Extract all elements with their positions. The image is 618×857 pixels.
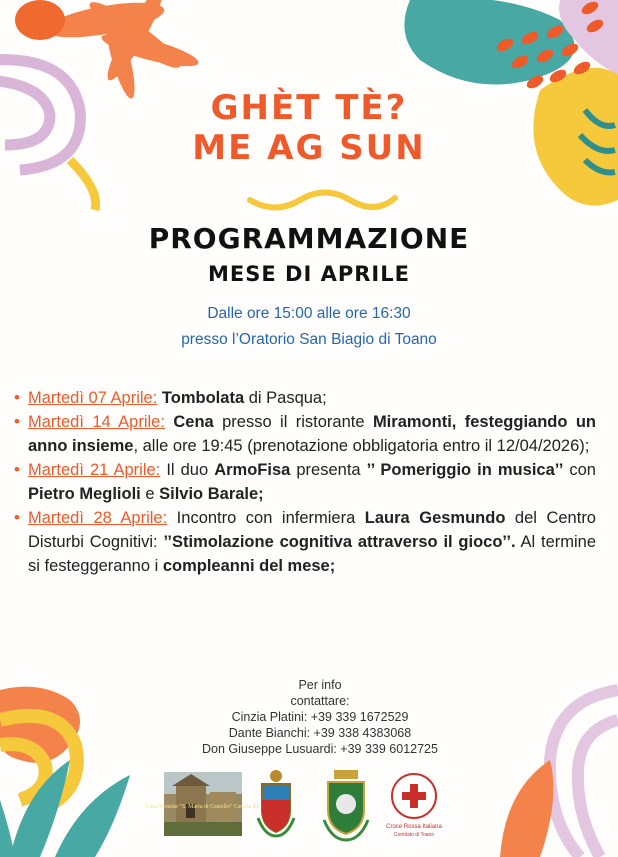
events-list — [14, 386, 596, 578]
event-text: presso il ristorante — [213, 413, 373, 431]
event-highlight: ArmoFisa — [214, 461, 291, 479]
contact-heading: Per info — [298, 678, 342, 692]
headline-line-2: ME AG SUN — [192, 128, 426, 168]
event-text: , alle ore 19:45 (prenotazione obbligatoria entro il 12/04/2026); — [133, 437, 590, 455]
photo-caption: Casa Protetta “S. Maria di Castello” Cavola RE — [145, 804, 261, 810]
event-text: di Pasqua; — [244, 389, 327, 407]
event-highlight: Pietro Meglioli — [28, 485, 141, 503]
event-highlight: festeggiando un anno insieme — [28, 413, 596, 455]
contact-person: Don Giuseppe Lusuardi: +39 339 6012725 — [202, 742, 438, 756]
program-title: PROGRAMMAZIONE — [148, 222, 470, 255]
casa-protetta-photo — [146, 772, 261, 836]
event-highlight: ’’ Pomeriggio in musica’’ — [366, 461, 564, 479]
event-highlight: Laura Gesmundo — [364, 509, 506, 527]
teal-leaf-shape — [404, 0, 574, 85]
schedule-time: Dalle ore 15:00 alle ore 16:30 — [207, 305, 411, 322]
event-date: Martedì 21 Aprile: — [28, 461, 161, 479]
headline-line-1: GHÈT TÈ? — [210, 88, 408, 128]
schedule-place: presso l’Oratorio San Biagio di Toano — [181, 331, 437, 348]
program-subtitle: MESE DI APRILE — [208, 262, 410, 286]
event-date: Martedì 28 Aprile: — [28, 509, 168, 527]
red-cross-name: Croce Rossa Italiana — [386, 824, 442, 830]
contact-person: Dante Bianchi: +39 338 4383068 — [228, 726, 412, 740]
contact-subheading: contattare: — [290, 694, 350, 708]
event-text — [456, 413, 464, 431]
bullet-icon: • — [14, 509, 20, 527]
red-cross-subname: Comitato di Toano — [393, 832, 435, 838]
event-highlight: compleanni del mese; — [162, 557, 336, 575]
orange-starburst-shape — [15, 0, 201, 101]
logos-row — [0, 770, 618, 857]
event-text: Il duo — [160, 461, 215, 479]
red-cross-logo-icon — [386, 774, 442, 838]
event-highlight: Tombolata — [161, 389, 245, 407]
event-item — [14, 458, 596, 506]
event-text: Al termine si festeggeranno i — [28, 533, 596, 575]
event-highlight: ’’Stimolazione cognitiva attraverso il gioco’’. — [163, 533, 516, 551]
event-text: con — [563, 461, 596, 479]
event-date: Martedì 14 Aprile: — [28, 413, 165, 431]
event-item — [14, 410, 596, 458]
bullet-icon: • — [14, 461, 20, 479]
event-highlight: Miramonti, — [372, 413, 457, 431]
event-text: e — [140, 485, 160, 503]
bullet-icon: • — [14, 413, 20, 431]
event-text: del Centro Disturbi Cognitivi: — [28, 509, 596, 551]
event-highlight: Cena — [173, 413, 214, 431]
event-date: Martedì 07 Aprile: — [28, 389, 158, 407]
bullet-icon: • — [14, 389, 20, 407]
event-highlight: Silvio Barale; — [159, 485, 264, 503]
yellow-squiggle-shape — [250, 193, 395, 208]
event-item — [14, 386, 596, 410]
coat-of-arms-1-icon — [258, 770, 294, 836]
contact-person: Cinzia Platini: +39 339 1672529 — [231, 710, 409, 724]
event-item — [14, 506, 596, 578]
event-text: presenta — [290, 461, 367, 479]
event-text: Incontro con infermiera — [167, 509, 365, 527]
coat-of-arms-2-icon — [324, 770, 368, 840]
